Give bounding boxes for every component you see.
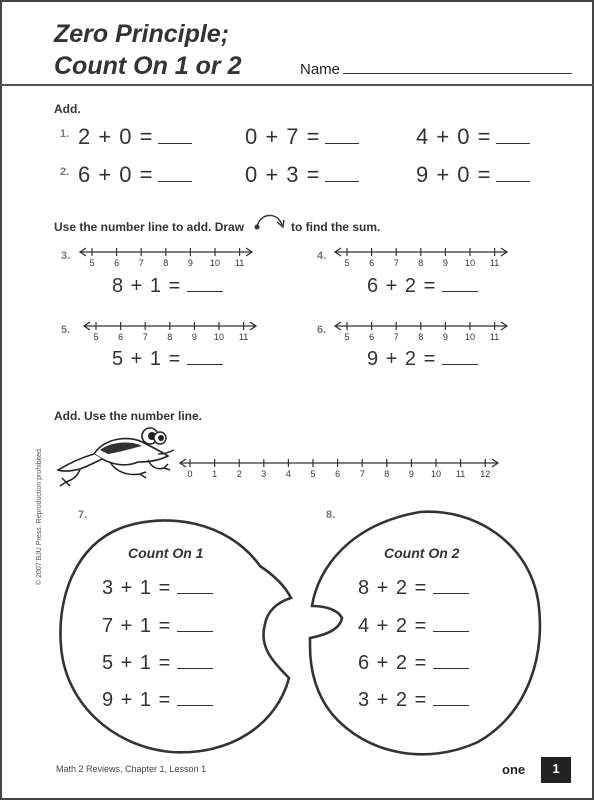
footer-page-word: one [502,762,526,777]
number-line-tick-label: 10 [213,332,225,342]
name-label: Name [300,61,341,78]
answer-blank[interactable] [158,126,192,144]
equation: 3 + 2 = [358,689,469,712]
equation: 4 + 2 = [358,615,469,638]
number-line-0-12 [178,455,504,481]
name-field[interactable] [343,60,572,74]
number-line-tick-label: 8 [418,332,424,342]
number-line-5-11 [78,244,258,270]
equation: 6 + 0 = [78,162,192,188]
frog-icon [50,424,182,490]
number-line-tick-label: 9 [408,469,414,479]
number-line-tick-label: 0 [187,469,193,479]
answer-blank[interactable] [325,126,359,144]
section3-instruction: Add. Use the number line. [54,409,203,423]
problem-number: 8. [326,509,336,521]
problem-number: 2. [60,166,70,178]
number-line-tick-label: 11 [489,332,500,342]
section2-instruction-a: Use the number line to add. Draw [54,220,245,234]
equation: 6 + 2 = [358,652,469,675]
problem-number: 1. [60,128,70,140]
equation: 0 + 3 = [245,162,359,188]
answer-blank[interactable] [433,578,469,594]
answer-blank[interactable] [187,349,223,365]
header-divider [0,84,594,86]
number-line-tick-label: 5 [344,258,350,268]
copyright-notice: © 2007 BJU Press. Reproduction prohibited. [36,447,43,585]
number-line-tick-label: 9 [187,258,193,268]
page-title-line1: Zero Principle; [54,20,230,48]
answer-blank[interactable] [325,164,359,182]
pad-title: Count On 1 [128,545,204,561]
number-line-tick-label: 11 [455,469,466,479]
page-title-line2: Count On 1 or 2 [54,52,242,80]
number-line-tick-label: 7 [393,258,399,268]
equation: 9 + 2 = [367,348,478,371]
equation: 5 + 1 = [102,652,213,675]
answer-blank[interactable] [177,578,213,594]
number-line-tick-label: 1 [212,469,218,479]
answer-blank[interactable] [442,349,478,365]
answer-blank[interactable] [158,164,192,182]
problem-number: 4. [317,250,327,262]
number-line-tick-label: 5 [93,332,99,342]
problem-number: 5. [61,324,71,336]
problem-number: 6. [317,324,327,336]
number-line-tick-label: 7 [142,332,148,342]
number-line-tick-label: 9 [442,258,448,268]
number-line-tick-label: 9 [191,332,197,342]
number-line-tick-label: 11 [489,258,500,268]
number-line-tick-label: 5 [344,332,350,342]
number-line-tick-label: 10 [430,469,442,479]
number-line-tick-label: 7 [138,258,144,268]
number-line-tick-label: 7 [359,469,365,479]
number-line-tick-label: 5 [310,469,316,479]
equation: 3 + 1 = [102,577,213,600]
pad-title: Count On 2 [384,545,460,561]
number-line-tick-label: 6 [369,332,375,342]
number-line-tick-label: 8 [384,469,390,479]
equation: 4 + 0 = [416,124,530,150]
answer-blank[interactable] [433,653,469,669]
section2-instruction-b: to find the sum. [291,220,381,234]
number-line-5-11 [82,318,262,344]
number-line-tick-label: 8 [163,258,169,268]
page-number-badge: 1 [541,757,571,783]
problem-number: 7. [78,509,88,521]
answer-blank[interactable] [187,276,223,292]
equation: 9 + 0 = [416,162,530,188]
answer-blank[interactable] [433,690,469,706]
number-line-tick-label: 10 [464,332,476,342]
equation: 2 + 0 = [78,124,192,150]
number-line-tick-label: 5 [89,258,95,268]
footer-source: Math 2 Reviews, Chapter 1, Lesson 1 [56,764,207,774]
problem-number: 3. [61,250,71,262]
equation: 5 + 1 = [112,348,223,371]
answer-blank[interactable] [177,616,213,632]
number-line-tick-label: 10 [209,258,221,268]
answer-blank[interactable] [177,690,213,706]
number-line-tick-label: 4 [285,469,291,479]
number-line-tick-label: 3 [261,469,267,479]
equation: 7 + 1 = [102,615,213,638]
equation: 9 + 1 = [102,689,213,712]
answer-blank[interactable] [433,616,469,632]
number-line-tick-label: 11 [238,332,249,342]
equation: 8 + 1 = [112,275,223,298]
number-line-tick-label: 6 [118,332,124,342]
number-line-5-11 [333,318,513,344]
answer-blank[interactable] [496,164,530,182]
answer-blank[interactable] [177,653,213,669]
section1-instruction: Add. [54,102,81,116]
number-line-tick-label: 6 [335,469,341,479]
answer-blank[interactable] [496,126,530,144]
number-line-tick-label: 7 [393,332,399,342]
equation: 8 + 2 = [358,577,469,600]
answer-blank[interactable] [442,276,478,292]
number-line-tick-label: 12 [480,469,491,479]
number-line-tick-label: 9 [442,332,448,342]
number-line-tick-label: 6 [369,258,375,268]
number-line-tick-label: 6 [114,258,120,268]
number-line-5-11 [333,244,513,270]
number-line-tick-label: 10 [464,258,476,268]
number-line-tick-label: 8 [167,332,173,342]
number-line-tick-label: 8 [418,258,424,268]
number-line-tick-label: 11 [234,258,245,268]
equation: 6 + 2 = [367,275,478,298]
equation: 0 + 7 = [245,124,359,150]
jump-arrow-icon [252,210,290,232]
number-line-tick-label: 2 [236,469,242,479]
